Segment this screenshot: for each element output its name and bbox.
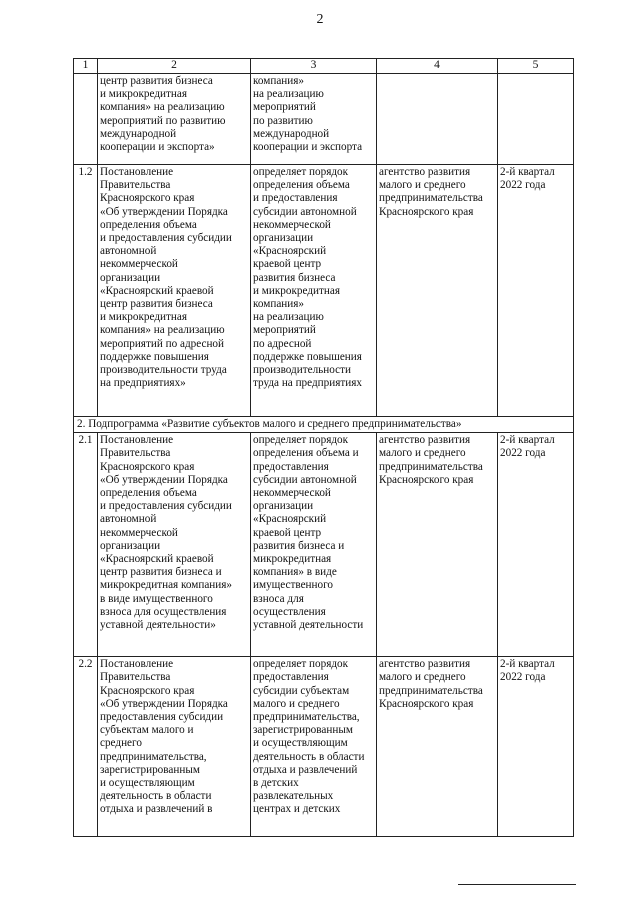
header-cell: 4 xyxy=(377,59,498,74)
document-title-cell: Постановление Правительства Красноярского края «Об утверждении Порядка предоставления субсидии субъектам малого и среднего предпринимательства, зарегистрированным и осуществляющим деятельность в области отдыха и развлечений в xyxy=(98,657,251,837)
table-row xyxy=(74,165,574,417)
table-row xyxy=(74,433,574,657)
table-header-row xyxy=(74,59,574,74)
table-row xyxy=(74,74,574,165)
section-row xyxy=(74,417,574,433)
description-cell: компания» на реализацию мероприятий по развитию международной кооперации и экспорта xyxy=(251,74,377,165)
description-cell: определяет порядок определения объема и предоставления субсидии автономной некоммерческой организации «Красноярский краевой центр развития бизнеса и микрокредитная компания» в виде имущественного взноса для осуществления уставной деятельности xyxy=(251,433,377,657)
responsible-cell: агентство развития малого и среднего предпринимательства Красноярского края xyxy=(377,433,498,657)
document-title-cell: центр развития бизнеса и микрокредитная компания» на реализацию мероприятий по развитию международной кооперации и экспорта» xyxy=(98,74,251,165)
deadline-cell: 2-й квартал 2022 года xyxy=(498,657,574,837)
deadline-cell xyxy=(498,74,574,165)
header-cell: 1 xyxy=(74,59,98,74)
header-cell: 2 xyxy=(98,59,251,74)
responsible-cell xyxy=(377,74,498,165)
document-table xyxy=(73,58,574,837)
section-title: 2. Подпрограмма «Развитие субъектов малого и среднего предпринимательства» xyxy=(74,417,574,433)
row-number: 1.2 xyxy=(74,165,98,417)
header-cell: 3 xyxy=(251,59,377,74)
row-number: 2.2 xyxy=(74,657,98,837)
description-cell: определяет порядок определения объема и предоставления субсидии автономной некоммерческой организации «Красноярский краевой центр развития бизнеса и микрокредитная компания» на реализацию мероприятий по адресной поддержке повышения производительности труда на предприятиях xyxy=(251,165,377,417)
page-number: 2 xyxy=(316,12,324,27)
footer-divider xyxy=(458,884,576,885)
responsible-cell: агентство развития малого и среднего предпринимательства Красноярского края xyxy=(377,657,498,837)
row-number: 2.1 xyxy=(74,433,98,657)
row-number xyxy=(74,74,98,165)
document-title-cell: Постановление Правительства Красноярского края «Об утверждении Порядка определения объема и предоставления субсидии автономной некоммерческой организации «Красноярский краевой центр развития бизнеса и микрокредитная компания» в виде имущественного взноса для осуществления уставной деятельности» xyxy=(98,433,251,657)
document-title-cell: Постановление Правительства Красноярского края «Об утверждении Порядка определения объема и предоставления субсидии автономной некоммерческой организации «Красноярский краевой центр развития бизнеса и микрокредитная компания» на реализацию мероприятий по адресной поддержке повышения производительности труда на предприятиях» xyxy=(98,165,251,417)
deadline-cell: 2-й квартал 2022 года xyxy=(498,165,574,417)
header-cell: 5 xyxy=(498,59,574,74)
deadline-cell: 2-й квартал 2022 года xyxy=(498,433,574,657)
description-cell: определяет порядок предоставления субсидии субъектам малого и среднего предпринимательства, зарегистрированным и осуществляющим деятельность в области отдыха и развлечений в детских развлекательных центрах и детских xyxy=(251,657,377,837)
responsible-cell: агентство развития малого и среднего предпринимательства Красноярского края xyxy=(377,165,498,417)
table-row xyxy=(74,657,574,837)
